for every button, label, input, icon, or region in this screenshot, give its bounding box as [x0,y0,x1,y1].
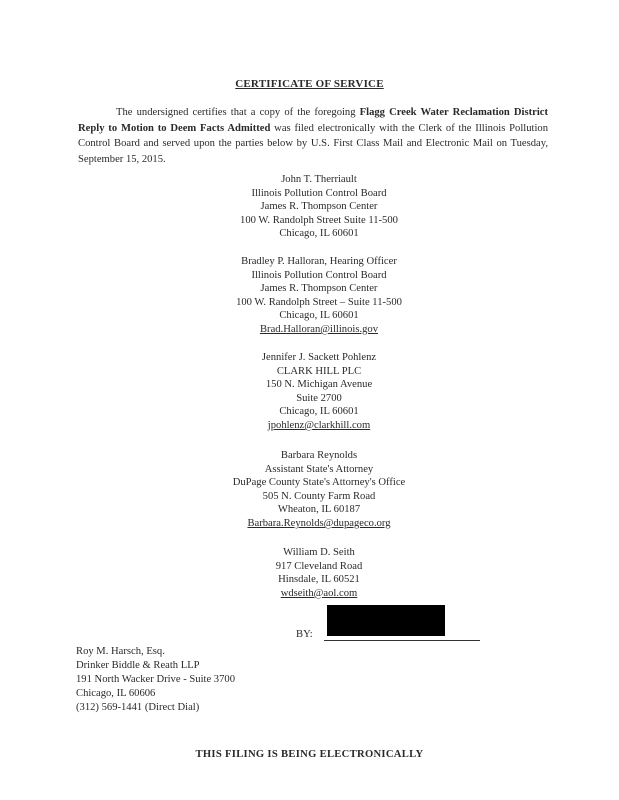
party-name: Bradley P. Halloran, Hearing Officer [241,256,397,267]
sender-firm: Drinker Biddle & Reath LLP [76,660,200,671]
sender-address-line: Chicago, IL 60606 [76,688,156,699]
filing-footer: THIS FILING IS BEING ELECTRONICALLY [195,749,424,760]
party-address-line: 150 N. Michigan Avenue [265,379,373,391]
party-address-line: 100 W. Randolph Street – Suite 11-500 [236,296,402,308]
party-name: John T. Therriault [281,174,357,185]
party-email-link[interactable]: wdseith@aol.com [280,587,358,599]
service-party-5 [210,546,428,600]
party-address-line: James R. Thompson Center [260,201,378,213]
party-address-line: DuPage County State's Attorney's Office [232,477,406,489]
party-address-line: 917 Cleveland Road [275,560,363,572]
party-address-line: 505 N. County Farm Road [262,490,376,502]
sender-address-line: 191 North Wacker Drive - Suite 3700 [76,674,235,685]
party-name: Barbara Reynolds [280,450,358,461]
party-address-line: Suite 2700 [296,392,342,404]
party-address-line: James R. Thompson Center [260,283,378,295]
paragraph-intro: The undersigned certifies that a copy of the foregoing [116,107,360,118]
service-party-1 [210,173,428,241]
party-email-link[interactable]: jpohlenz@clarkhill.com [267,419,371,431]
party-address-line: Chicago, IL 60601 [279,406,359,418]
sender-block [76,645,336,715]
paragraph-rest: was filed electronically with the Clerk of the Illinois Pollution Control Board and served upon the parties below by U.S. First Class Mail and Electronic Mail on Tuesday, September 15, 2015. [78,122,548,165]
sender-phone: (312) 569-1441 (Direct Dial) [76,702,200,713]
party-name: William D. Seith [283,547,355,558]
party-address-line: Chicago, IL 60601 [279,310,359,322]
by-label: BY: [296,629,313,640]
party-name: Jennifer J. Sackett Pohlenz [261,352,377,363]
certificate-title: CERTIFICATE OF SERVICE [235,78,384,90]
party-address-line: Hinsdale, IL 60521 [278,574,360,586]
party-address-line: CLARK HILL PLC [276,365,362,377]
party-email-link[interactable]: Barbara.Reynolds@dupageco.org [247,517,391,529]
party-address-line: Illinois Pollution Control Board [251,187,387,199]
party-address-line: Illinois Pollution Control Board [251,269,387,281]
service-party-3 [210,351,428,433]
signature-line [324,640,480,641]
service-party-4 [210,449,428,531]
party-address-line: Chicago, IL 60601 [279,228,359,240]
redacted-signature [327,605,445,636]
certification-paragraph [78,105,548,167]
party-address-line: 100 W. Randolph Street Suite 11-500 [240,214,398,226]
party-email-link[interactable]: Brad.Halloran@illinois.gov [259,323,379,335]
party-address-line: Assistant State's Attorney [264,463,374,475]
party-address-line: Wheaton, IL 60187 [277,504,361,516]
paragraph-document-name: Flagg Creek Water Reclamation District Reply to Motion to Deem Facts Admitted [78,107,549,134]
service-party-2 [210,255,428,337]
sender-name: Roy M. Harsch, Esq. [76,646,165,657]
